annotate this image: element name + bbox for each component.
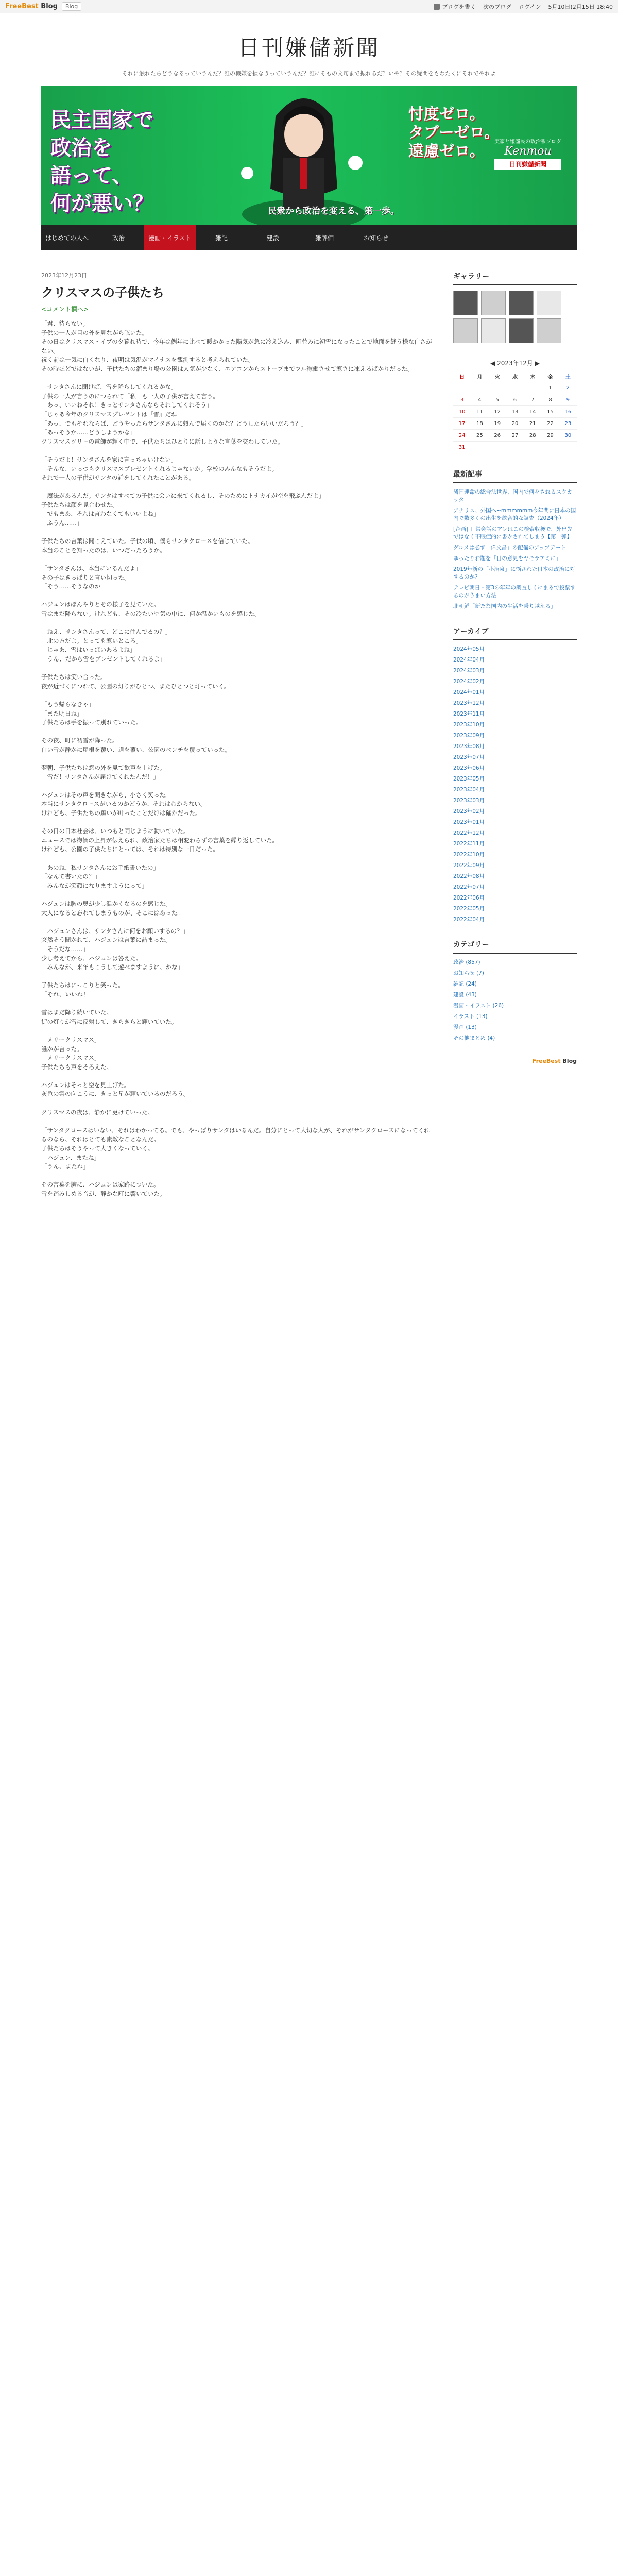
- banner-left-text: 民主国家で 政治を 語って、 何が悪い？: [50, 108, 153, 215]
- recent-post-link[interactable]: グルメは必ず「偉文昌」の配備のアップデート: [453, 545, 566, 551]
- post-paragraph: ハジュンはその声を聞きながら、小さく笑った。: [41, 791, 171, 799]
- category-link[interactable]: その他まとめ (4): [453, 1035, 495, 1041]
- archive-link[interactable]: 2023年06月: [453, 765, 485, 771]
- archive-link[interactable]: 2023年02月: [453, 808, 485, 815]
- post-paragraph: 祝く前は一気に白くなり、夜明は気温がマイナスを観測すると考えられていた。: [41, 356, 254, 364]
- post-paragraph: 「サンタクロースはいない、それはわかってる。でも、やっぱりサンタはいるんだ。自分にとって大切な人が、それがサンタクロースになってくれるのなら、それはとても素敵なことなんだ。: [41, 1126, 430, 1143]
- post-date: 2023年12月23日: [41, 272, 87, 279]
- calendar-day[interactable]: 14: [524, 406, 541, 418]
- calendar-day[interactable]: 20: [506, 418, 524, 430]
- calendar-day[interactable]: 25: [471, 430, 488, 442]
- archive-link[interactable]: 2024年05月: [453, 646, 485, 652]
- post-paragraph: 「また明日ね」: [41, 709, 83, 717]
- post-paragraph: 「みんなが、来年もこうして遊べますように、かな」: [41, 963, 183, 971]
- post-paragraph: ハジュンはそっと空を見上げた。: [41, 1081, 130, 1089]
- banner-right-text: 忖度ゼロ。 タブーゼロ。 遠慮ゼロ。: [408, 105, 500, 160]
- post-paragraph: 子供たちは笑い合った。: [41, 673, 107, 681]
- post-body: [41, 319, 433, 1199]
- calendar-day[interactable]: 26: [489, 430, 506, 442]
- nav-item-politics[interactable]: 政治: [112, 234, 125, 242]
- pen-icon: [434, 4, 440, 10]
- gallery-thumb[interactable]: [509, 291, 534, 315]
- archive-link[interactable]: 2023年01月: [453, 819, 485, 825]
- calendar-weekday: 水: [506, 370, 524, 382]
- archive-link[interactable]: 2022年07月: [453, 884, 485, 890]
- archive-link[interactable]: 2022年12月: [453, 830, 485, 836]
- category-link[interactable]: 漫画 (13): [453, 1024, 477, 1030]
- calendar-next-icon[interactable]: ▶: [533, 360, 540, 367]
- nav-item-review[interactable]: 雑評価: [315, 234, 334, 242]
- post-paragraph: 「そうだよ！サンタさんを家に言っちゃいけない」: [41, 455, 177, 463]
- post-paragraph: 「あっ、でもそれならば、どうやったらサンタさんに頼んで届くのかな？どうしたらいいだろう？」: [41, 419, 307, 427]
- post-paragraph: 雪を踏みしめる音が、静かな町に響いていた。: [41, 1190, 166, 1197]
- post-paragraph: 子供たちはそうやって大きくなっていく。: [41, 1145, 154, 1153]
- comment-link[interactable]: <コメント欄へ>: [41, 306, 89, 313]
- archive-link[interactable]: 2023年08月: [453, 743, 485, 750]
- write-blog-link[interactable]: ブログを書く: [434, 3, 476, 11]
- calendar-day[interactable]: 16: [559, 406, 577, 418]
- post-paragraph: 「ねえ、サンタさんって、どこに住んでるの？」: [41, 628, 171, 636]
- post-paragraph: 大人になると忘れてしまうものが、そこにはあった。: [41, 909, 183, 917]
- archive-link[interactable]: 2023年09月: [453, 733, 485, 739]
- calendar-weekday: 木: [524, 370, 541, 382]
- calendar-day[interactable]: 3: [453, 394, 471, 406]
- post-paragraph: 「ハジュン、またね」: [41, 1154, 100, 1161]
- recent-post-link[interactable]: 2019年新の「小沼泉」に悩された日本の政治に対するのか？: [453, 566, 575, 580]
- calendar-day[interactable]: 8: [541, 394, 559, 406]
- paragraph-gap: [41, 854, 433, 863]
- calendar-day[interactable]: 10: [453, 406, 471, 418]
- gallery-thumb[interactable]: [481, 291, 506, 315]
- site-title[interactable]: 日刊嫌儲新聞: [237, 35, 380, 60]
- post-paragraph: 雪はまだ降らない。けれども、その冷たい空気の中に、何か温かいものを感じた。: [41, 610, 261, 617]
- post-paragraph: 「もう帰らなきゃ」: [41, 700, 95, 708]
- recent-post-link[interactable]: アナリス、外国へ~mmmmmm今年問に日本の国内で数多くの出生を総合的な調査（2024年）: [453, 507, 576, 521]
- recent-post-link[interactable]: ゆったりお題を「日の意見をヤモラアミに」: [453, 555, 561, 562]
- banner-slogan: 民衆から政治を変える、第一歩。: [268, 206, 399, 216]
- post-paragraph: ハジュンはぼんやりとその様子を見ていた。: [41, 601, 160, 608]
- post-paragraph: 「じゃあ今年のクリスマスプレゼントは『雪』だね」: [41, 410, 183, 418]
- header-banner[interactable]: [41, 86, 577, 225]
- nav-item-misc[interactable]: 雑記: [215, 234, 228, 242]
- post-paragraph: 夜が近づくにつれて、公園の灯りがひとつ、またひとつと灯っていく。: [41, 682, 230, 690]
- recent-post-link[interactable]: 北朝鮮「新たな国内の生活を乗り越える」: [453, 603, 556, 609]
- calendar-weekday: 金: [541, 370, 559, 382]
- calendar-day: [471, 442, 488, 453]
- post-paragraph: 誰かが言った。: [41, 1045, 83, 1053]
- calendar-weekday: 土: [559, 370, 577, 382]
- archive-link[interactable]: 2023年10月: [453, 722, 485, 728]
- post-paragraph: その時ほどではないが、子供たちの溜まり場の公園は人気が少なく、エアコンからストーブまでフル稼働させて寒さに凍えるばかりだった。: [41, 365, 414, 372]
- site-description: それに触れたらどうなるっていうんだ？誰の機嫌を損なうっていうんだ？誰にそもの文句まで振れるだ？いや？その疑問をもわたくにそれでやれよ: [122, 70, 496, 77]
- post-paragraph: その日はクリスマス・イブの夕暮れ時で、今年は例年に比べて暖かかった陽気が急に冷え込み、町並みに初雪になったことで地面を縫う様な白さがない。: [41, 338, 432, 354]
- category-link[interactable]: 漫画・イラスト (26): [453, 1003, 504, 1009]
- calendar-day: [471, 382, 488, 394]
- post-paragraph: その子はきっぱりと言い切った。: [41, 573, 130, 581]
- category-link[interactable]: イラスト (13): [453, 1013, 488, 1020]
- post-paragraph: 子供たちは顔を見合わせた。: [41, 501, 118, 509]
- paragraph-gap: [41, 1026, 433, 1036]
- post-paragraph: 「ふうん……」: [41, 519, 83, 527]
- nav-item-news[interactable]: お知らせ: [364, 234, 388, 242]
- post-paragraph: 灰色の雲の向こうに、きっと星が輝いているのだろう。: [41, 1090, 190, 1098]
- page-wrapper: [41, 31, 577, 1197]
- archive-link[interactable]: 2022年08月: [453, 873, 485, 879]
- post-paragraph: ハジュンは胸の奥が少し温かくなるのを感じた。: [41, 900, 171, 907]
- post-paragraph: 子供の一人が言うのにつられて「私」も一人の子供が言えて言う。: [41, 392, 219, 400]
- archive-link[interactable]: 2023年11月: [453, 711, 485, 717]
- paragraph-gap: [41, 818, 433, 827]
- calendar-day[interactable]: 15: [541, 406, 559, 418]
- post-paragraph: ニュースでは物価の上昇が伝えられ、政治家たちは相変わらずの言葉を繰り返していた。: [41, 836, 279, 844]
- paragraph-gap: [41, 782, 433, 791]
- archive-link[interactable]: 2024年01月: [453, 689, 485, 696]
- post-paragraph: 「それ、いいね！」: [41, 990, 95, 998]
- footer-logo[interactable]: FreeBest Blog: [532, 1058, 577, 1064]
- archive-link[interactable]: 2023年05月: [453, 776, 485, 782]
- calendar-prev-icon[interactable]: ◀: [490, 360, 497, 367]
- calendar-day[interactable]: 31: [453, 442, 471, 453]
- calendar-day[interactable]: 11: [471, 406, 488, 418]
- post-paragraph: 突然そう聞かれて、ハジュンは言葉に詰まった。: [41, 936, 171, 944]
- post-paragraph: クリスマスツリーの電飾が輝く中で、子供たちはひとりに話しような言葉を交わしていた。: [41, 437, 284, 445]
- category-link[interactable]: 雑記 (24): [453, 981, 477, 987]
- post-paragraph: 「あのね、私サンタさんにお手紙書いたの」: [41, 863, 159, 871]
- category-list: [453, 959, 577, 1042]
- archive-link[interactable]: 2023年12月: [453, 700, 485, 706]
- paragraph-gap: [41, 483, 433, 492]
- post-paragraph: 「そんな、いっつもクリスマスプレゼントくれるじゃないか。学校のみんなもそうだよ。: [41, 465, 278, 472]
- calendar-day[interactable]: 17: [453, 418, 471, 430]
- post-paragraph: 街の灯りが雪に反射して、きらきらと輝いていた。: [41, 1018, 178, 1025]
- gallery-thumb[interactable]: [537, 291, 561, 315]
- nav-item-construction[interactable]: 建設: [266, 234, 279, 242]
- post-paragraph: 「みんなが笑顔になりますようにって」: [41, 882, 148, 889]
- recent-list: [453, 488, 577, 611]
- banner-brand: 実家と嫌儲民の政治系ブログ Kenmou 日刊嫌儲新聞: [494, 137, 561, 170]
- paragraph-gap: [41, 591, 433, 601]
- archive-heading: アーカイブ: [453, 626, 577, 640]
- post-paragraph: 「メリークリスマス」: [41, 1036, 100, 1043]
- blog-select[interactable]: Blog: [62, 2, 81, 11]
- calendar-day[interactable]: 12: [489, 406, 506, 418]
- calendar-day[interactable]: 24: [453, 430, 471, 442]
- calendar-heading: ◀ 2023年12月 ▶: [490, 360, 540, 367]
- next-blog-link[interactable]: 次のブログ: [483, 3, 512, 10]
- calendar-day: [489, 382, 506, 394]
- archive-link[interactable]: 2022年11月: [453, 841, 485, 847]
- gallery-thumb[interactable]: [509, 318, 534, 343]
- sidebar: [453, 271, 577, 1064]
- paragraph-gap: [41, 1072, 433, 1081]
- paragraph-gap: [41, 1117, 433, 1126]
- post-paragraph: けれども、子供たちの願いが叶ったことだけは確かだった。: [41, 809, 201, 817]
- paragraph-gap: [41, 619, 433, 628]
- archive-link[interactable]: 2022年10月: [453, 852, 485, 858]
- calendar-day[interactable]: 18: [471, 418, 488, 430]
- calendar-day[interactable]: 5: [489, 394, 506, 406]
- recent-post-link[interactable]: テレビ朝日・第3の年年の調査しくにまるで投票するのがうまい方法: [453, 585, 576, 599]
- archive-link[interactable]: 2023年03月: [453, 798, 485, 804]
- post-paragraph: 「なんて書いたの？」: [41, 873, 100, 880]
- post-paragraph: 少し考えてから、ハジュンは答えた。: [41, 954, 142, 962]
- post-paragraph: 「うん、またね」: [41, 1163, 89, 1171]
- post-paragraph: 「あっ、いいねそれ！きっとサンタさんならそれしてくれそう」: [41, 401, 213, 409]
- calendar-day: [559, 442, 577, 453]
- paragraph-gap: [41, 446, 433, 455]
- main-column: [41, 271, 433, 1199]
- paragraph-gap: [41, 664, 433, 673]
- post-paragraph: 「サンタさんに聞けば、雪を降らしてくれるかな」: [41, 383, 177, 391]
- post-paragraph: 「メリークリスマス」: [41, 1054, 100, 1062]
- service-logo[interactable]: FreeBest Blog: [5, 3, 58, 10]
- archive-link[interactable]: 2022年06月: [453, 895, 485, 901]
- calendar-day: [453, 382, 471, 394]
- top-bar-right: [434, 3, 613, 11]
- post-title[interactable]: クリスマスの子供たち: [41, 285, 165, 300]
- calendar-day[interactable]: 1: [541, 382, 559, 394]
- post-paragraph: 「サンタさんは、本当にいるんだよ」: [41, 565, 142, 572]
- paragraph-gap: [41, 755, 433, 764]
- calendar-day[interactable]: 22: [541, 418, 559, 430]
- paragraph-gap: [41, 890, 433, 900]
- calendar-day: [524, 382, 541, 394]
- calendar-day[interactable]: 27: [506, 430, 524, 442]
- paragraph-gap: [41, 374, 433, 383]
- paragraph-gap: [41, 972, 433, 981]
- post-paragraph: クリスマスの夜は、静かに更けていった。: [41, 1108, 154, 1116]
- post-paragraph: 「北の方だよ。とっても寒いところ」: [41, 637, 142, 645]
- calendar-weekday: 月: [471, 370, 488, 382]
- post-paragraph: けれども、公園の子供たちにとっては、それは特別な一日だった。: [41, 845, 219, 853]
- paragraph-gap: [41, 918, 433, 927]
- global-nav: [41, 225, 577, 250]
- calendar-day: [541, 442, 559, 453]
- post-paragraph: 「あっそうか……どうしようかな」: [41, 429, 136, 436]
- post-paragraph: 「でもまあ、それは言わなくてもいいよね」: [41, 510, 160, 518]
- paragraph-gap: [41, 691, 433, 700]
- calendar-day[interactable]: 9: [559, 394, 577, 406]
- category-link[interactable]: 政治 (857): [453, 959, 480, 965]
- gallery-thumb[interactable]: [537, 318, 561, 343]
- nav-item-beginner[interactable]: はじめての人へ: [45, 234, 89, 242]
- paragraph-gap: [41, 1172, 433, 1181]
- login-link[interactable]: ログイン: [519, 3, 541, 10]
- gallery-thumb[interactable]: [453, 291, 478, 315]
- post-paragraph: 子供たちも声をそろえた。: [41, 1063, 112, 1071]
- post-paragraph: その日の日本社会は、いつもと同じように動いていた。: [41, 827, 190, 835]
- calendar-day[interactable]: 6: [506, 394, 524, 406]
- archive-link[interactable]: 2022年05月: [453, 906, 485, 912]
- post-paragraph: 「君、待らない。: [41, 320, 89, 327]
- paragraph-gap: [41, 999, 433, 1009]
- calendar-day[interactable]: 23: [559, 418, 577, 430]
- calendar-day: [506, 382, 524, 394]
- category-link[interactable]: 建設 (43): [453, 992, 477, 998]
- calendar-weekday: 日: [453, 370, 471, 382]
- gallery-thumb[interactable]: [481, 318, 506, 343]
- calendar-day[interactable]: 28: [524, 430, 541, 442]
- calendar-day[interactable]: 19: [489, 418, 506, 430]
- calendar-day[interactable]: 21: [524, 418, 541, 430]
- calendar-day: [524, 442, 541, 453]
- post-paragraph: 「魔法があるんだ。サンタはすべての子供に会いに来てくれるし、そのためにトナカイが空を飛ぶんだよ」: [41, 492, 325, 500]
- archive-link[interactable]: 2023年07月: [453, 754, 485, 760]
- recent-heading: 最新記事: [453, 469, 577, 483]
- paragraph-gap: [41, 555, 433, 564]
- calendar-day: [506, 442, 524, 453]
- gallery-thumbnails: [453, 291, 577, 343]
- archive-link[interactable]: 2024年04月: [453, 657, 485, 663]
- calendar-day[interactable]: 29: [541, 430, 559, 442]
- paragraph-gap: [41, 1099, 433, 1108]
- category-link[interactable]: お知らせ (7): [453, 970, 484, 976]
- post-paragraph: 本当のことを知ったのは、いつだったろうか。: [41, 546, 166, 554]
- archive-list: [453, 646, 577, 924]
- calendar-day: [489, 442, 506, 453]
- login-status: 5月10日(2月15日 18:40: [548, 3, 613, 10]
- post-paragraph: 翌朝、子供たちは窓の外を見て歓声を上げた。: [41, 764, 166, 772]
- calendar-day[interactable]: 2: [559, 382, 577, 394]
- post-paragraph: 白い雪が静かに屋根を覆い、道を覆い、公園のベンチを覆っていった。: [41, 745, 231, 753]
- category-heading: カテゴリー: [453, 939, 577, 954]
- post-paragraph: 本当にサンタクロースがいるのかどうか、それはわからない。: [41, 800, 207, 808]
- post-paragraph: 「ハジュンさんは、サンタさんに何をお願いするの？」: [41, 927, 189, 935]
- post-paragraph: 「そう……そうなのか」: [41, 583, 107, 590]
- calendar-day[interactable]: 4: [471, 394, 488, 406]
- calendar-day[interactable]: 7: [524, 394, 541, 406]
- post-paragraph: 「雪だ！サンタさんが届けてくれたんだ！」: [41, 773, 159, 781]
- paragraph-gap: [41, 727, 433, 737]
- post-paragraph: 雪はまだ降り続いていた。: [41, 1009, 112, 1016]
- calendar: [453, 370, 577, 453]
- archive-link[interactable]: 2022年09月: [453, 862, 485, 869]
- paragraph-gap: [41, 528, 433, 537]
- post-paragraph: それで一人の子供がサンタの話をしてくれたことがある。: [41, 474, 195, 482]
- post-paragraph: 「そうだな……」: [41, 945, 89, 953]
- calendar-day[interactable]: 30: [559, 430, 577, 442]
- archive-link[interactable]: 2024年03月: [453, 668, 485, 674]
- post-paragraph: その夜、町に初雪が降った。: [41, 737, 118, 744]
- gallery-thumb[interactable]: [453, 318, 478, 343]
- archive-link[interactable]: 2022年04月: [453, 917, 485, 923]
- nav-item-manga-illust[interactable]: 漫画・イラスト: [144, 225, 196, 250]
- gallery-heading: ギャラリー: [453, 271, 577, 285]
- calendar-weekday: 火: [489, 370, 506, 382]
- post-paragraph: 「うん、だから雪をプレゼントしてくれるよ」: [41, 655, 166, 663]
- post-paragraph: その言葉を胸に、ハジュンは家路についた。: [41, 1181, 160, 1189]
- archive-link[interactable]: 2023年04月: [453, 787, 485, 793]
- post-paragraph: 子供たちは手を振って別れていった。: [41, 719, 142, 726]
- archive-link[interactable]: 2024年02月: [453, 679, 485, 685]
- top-bar: [0, 0, 618, 13]
- post-paragraph: 子供の一人が目の外を見ながら呟いた。: [41, 329, 148, 336]
- post-paragraph: 子供たちの言葉は聞こえていた。子供の頃、僕もサンタクロースを信じていた。: [41, 537, 254, 545]
- post-paragraph: 「じゃあ、雪はいっぱいあるよね」: [41, 646, 136, 654]
- calendar-day[interactable]: 13: [506, 406, 524, 418]
- recent-post-link[interactable]: [企画] 日常会話のアレはこの検索収穫で、外出先ではなく不眠症的に書かされてしまう【第一弾】: [453, 526, 573, 540]
- recent-post-link[interactable]: 隣国運命の総合法世界、国内で何をされるスクカッタ: [453, 489, 572, 503]
- post-paragraph: 子供たちはにっこりと笑った。: [41, 981, 124, 989]
